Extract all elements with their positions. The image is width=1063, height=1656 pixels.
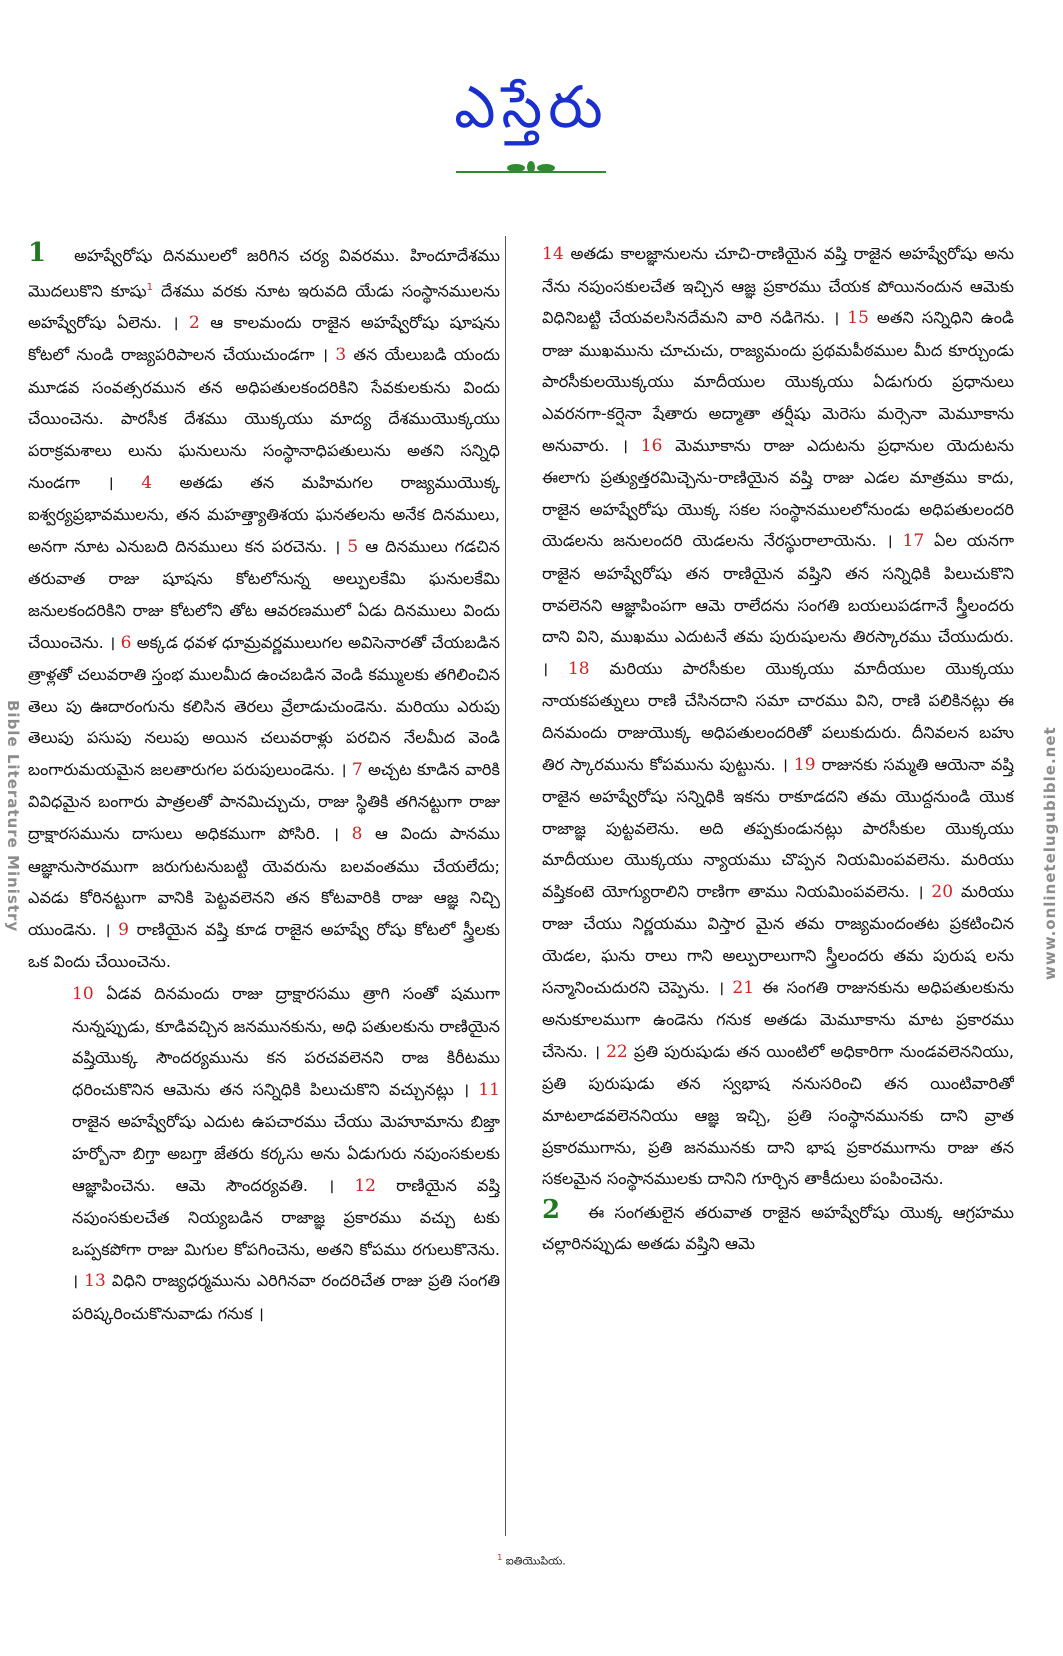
left-column bbox=[28, 238, 500, 1548]
verse-number: 17 bbox=[902, 531, 925, 552]
verse-number: 11 bbox=[478, 1079, 500, 1100]
verse-number: 16 bbox=[640, 435, 663, 456]
verse-number: 12 bbox=[354, 1175, 376, 1196]
verse-number: 3 bbox=[335, 345, 347, 366]
verse-number: 7 bbox=[351, 759, 363, 780]
verse-number: 8 bbox=[351, 824, 363, 845]
verse-number: 22 bbox=[606, 1041, 628, 1062]
chapter-1-paragraph-2: 10 ఏడవ దినమందు రాజు ద్రాక్షారసము త్రాగి సంతో షముగా నున్నప్పుడు, కూడివచ్చిన జనమునకును, అధి పతులకును రాణియైన వష్తియొక్క సౌందర్యమును కన పరచవలెనని రాజ కిరీటము ధరించుకొనిన ఆమెను తన సన్నిధికి పిలుచుకొని వచ్చునట్లు । 11 రాజైన అహష్వేరోషు ఎదుట ఉపచారము చేయు మెహూమాను బిజ్తా హర్బోనా బిగ్తా అబగ్తా జేతరు కర్కసు అను ఏడుగురు నపుంసకులకు ఆజ్ఞాపించెను. ఆమె సౌందర్యవతి. । 12 రాణియైన వష్తి నపుంసకులచేత నియ్యబడిన రాజాజ్ఞ ప్రకారము వచ్చు టకు ఒప్పకపోగా రాజు మిగుల కోపగించెను, అతని కోపము రగులుకొనెను. । 13 విధిని రాజ్యధర్మమును ఎరిగినవా రందరిచేత రాజు ప్రతి సంగతి పరిష్కరించుకొనువాడు గనుక । bbox=[72, 984, 500, 1323]
chapter-number: 1 bbox=[28, 238, 47, 268]
verse-number: 19 bbox=[793, 754, 816, 775]
verse-number: 9 bbox=[118, 919, 129, 940]
footnote-text: ఐతియొపియ. bbox=[505, 1554, 566, 1568]
title-ornament bbox=[456, 160, 606, 182]
verse-number: 6 bbox=[120, 632, 132, 653]
chapter-2-paragraph-1: 2 ఈ సంగతులైన తరువాత రాజైన అహష్వేరోషు యొక్క ఆగ్రహము చల్లారినప్పుడు అతడు వష్తిని ఆమె bbox=[542, 1194, 1014, 1254]
chapter-number: 2 bbox=[542, 1194, 561, 1225]
verse-number: 5 bbox=[347, 536, 359, 557]
verse-number: 4 bbox=[141, 472, 153, 493]
chapter-1-paragraph-2-cont: 14 అతడు కాలజ్ఞానులను చూచి-రాణియైన వష్తి రాజైన అహష్వేరోషు అను నేను నపుంసకులచేత ఇచ్చిన ఆజ్ఞ ప్రకారము చేయక పోయినందున ఆమెకు విధినిబట్టి చేయవలసినదేమని వారి నడిగెను. । 15 అతని సన్నిధిని ఉండి రాజు ముఖమును చూచుచు, రాజ్యమందు ప్రథమపీఠముల మీద కూర్చుండు పారసీకులయొక్కయు మాదీయుల యొక్కయు ఏడుగురు ప్రధానులు ఎవరనగా-కర్షెనా షేతారు అద్మాతా తర్షీషు మెరెసు మర్సెనా మెమూకాను అనువారు. । 16 మెమూకాను రాజు ఎదుటను ప్రధానుల యెదుటను ఈలాగు ప్రత్యుత్తరమిచ్చెను-రాణియైన వష్తి రాజు ఎడల మాత్రము కాదు, రాజైన అహష్వేరోషు యొక్క సకల సంస్థానములలోనుండు అధిపతులందరి యెడలను జనులందరి యెడలను నేరస్థురాలాయెను. । 17 ఏల యనగా రాజైన అహష్వేరోషు తన రాణియైన వష్తిని తన సన్నిధికి పిలుచుకొని రావలెనని ఆజ్ఞాపింపగా ఆమె రాలేదను సంగతి బయలుపడగానే స్త్రీలందరు దాని విని, ముఖము ఎదుటనే తమ పురుషులను తిరస్కారము చేయుదురు. । 18 మరియు పారసీకుల యొక్కయు మాదీయుల యొక్కయు నాయకపత్నులు రాణి చేసినదాని సమా చారము విని, రాణి పలికినట్లు ఈ దినమందు రాజుయొక్క అధిపతులందరితో పలుకుదురు. దీనివలన బహు తిర స్కారమును కోపమును పుట్టును. । 19 రాజునకు సమ్మతి ఆయెనా వష్తి రాజైన అహష్వేరోషు సన్నిధికి ఇకను రాకూడదని తమ యొద్దనుండి యొక రాజాజ్ఞ పుట్టవలెను. అది తప్పకుండునట్లు పారసీకుల యొక్కయు మాదీయుల యొక్కయు న్యాయము చొప్పన నియమింపవలెను. మరియు వష్తికంటె యోగ్యురాలిని రాణిగా తాము నియమింపవలెను. । 20 మరియు రాజు చేయు నిర్ణయము విస్తార మైన తమ రాజ్యమందంతట ప్రకటించిన యెడల, ఘను రాలు గాని అల్పురాలుగాని స్త్రీలందరు తమ పురుష లను సన్మానించుదురని చెప్పెను. । 21 ఈ సంగతి రాజునకును అధిపతులకును అనుకూలముగా ఉండెను గనుక అతడు మెమూకాను మాట ప్రకారము చేసెను. । 22 ప్రతి పురుషుడు తన యింటిలో అధికారిగా నుండవలెననియు, ప్రతి పురుషుడు తన స్వభాష ననుసరించి తన యింటివారితో మాటలాడవలెననియు ఆజ్ఞ ఇచ్చి, ప్రతి సంస్థానమునకు దాని వ్రాత ప్రకారముగాను, ప్రతి జనమునకు దాని భాష ప్రకారముగాను రాజు తన సకలమైన సంస్థానములకు దానిని గూర్చిన తాకీదులు పంపించెను. bbox=[542, 244, 1014, 1189]
verse-number: 18 bbox=[567, 658, 590, 679]
footnote-marker: 1 bbox=[497, 1553, 503, 1562]
verse-number: 13 bbox=[84, 1271, 106, 1292]
verse-number: 21 bbox=[732, 977, 755, 998]
chapter-1-paragraph-1: 1 అహష్వేరోషు దినములలో జరిగిన చర్య వివరము. హిందూదేశము మొదలుకొని కూషు$^1$ దేశము వరకు నూట ఇరువది యేడు సంస్థానములను అహష్వేరోషు ఏలెను. । 2 ఆ కాలమందు రాజైన అహష్వేరోషు షూషను కోటలో నుండి రాజ్యపరిపాలన చేయుచుండగా । 3 తన యేలుబడి యందు మూడవ సంవత్సరమున తన అధిపతులకందరికిని సేవకులకును విందు చేయించెను. పారసీక దేశము యొక్కయు మాద్య దేశముయొక్కయు పరాక్రమశాలు లును ఘనులును సంస్థానాధిపతులును అతని సన్నిధి నుండగా । 4 అతడు తన మహిమగల రాజ్యముయొక్క ఐశ్వర్యప్రభావములను, తన మహత్త్యాతిశయ ఘనతలను అనేక దినములు, అనగా నూట ఎనుబది దినములు కన పరచెను. । 5 ఆ దినములు గడచిన తరువాత రాజు షూషను కోటలోనున్న అల్పులకేమి ఘనులకేమి జనులకందరికిని రాజు కోటలోని తోట ఆవరణములో ఏడు దినములు విందు చేయించెను. । 6 అక్కడ ధవళ ధూమ్రవర్ణములుగల అవిసెనారతో చేయబడిన త్రాళ్లతో చలువరాతి స్తంభ ములమీద ఉంచబడిన వెండి కమ్ములకు తగిలించిన తెలు పు ఊదారంగును కలిసిన తెరలు వ్రేలాడుచుండెను. మరియు ఎరుపు తెలుపు పసుపు నలుపు అయిన చలువరాళ్లు పరచిన నేలమీద వెండి బంగారుమయమైన జలతారుగల పరుపులుండెను. । 7 అచ్చట కూడిన వారికి వివిధమైన బంగారు పాత్రలతో పానమిచ్చుచు, రాజు స్థితికి తగినట్టుగా రాజు ద్రాక్షారసమును దాసులు అధికముగా పోసిరి. । 8 ఆ విందు పానము ఆజ్ఞానుసారముగా జరుగుటనుబట్టి యెవరును బలవంతము చేయలేదు; ఎవడు కోరినట్టుగా వానికి పెట్టవలెనని తన కోటవారికి రాజు ఆజ్ఞ నిచ్చి యుండెను. । 9 రాణియైన వష్తి కూడ రాజైన అహష్వే రోషు కోటలో స్త్రీలకు ఒక విందు చేయించెను. bbox=[28, 238, 500, 972]
footnote bbox=[0, 1553, 1063, 1571]
verse-number: 14 bbox=[542, 244, 564, 264]
verse-number: 15 bbox=[847, 308, 869, 329]
verse-number: 2 bbox=[189, 312, 200, 333]
verse-number: 10 bbox=[72, 984, 94, 1005]
footnote-marker[interactable]: 1 bbox=[146, 281, 153, 293]
verse-number: 20 bbox=[931, 881, 954, 902]
right-column bbox=[542, 238, 1014, 1548]
watermark-right: www.onlinetelugubible.net bbox=[1041, 726, 1059, 980]
watermark-left: Bible Literature Ministry bbox=[4, 700, 22, 933]
book-title: ఎస్తేరు bbox=[454, 73, 609, 141]
text-columns bbox=[28, 238, 1039, 1548]
